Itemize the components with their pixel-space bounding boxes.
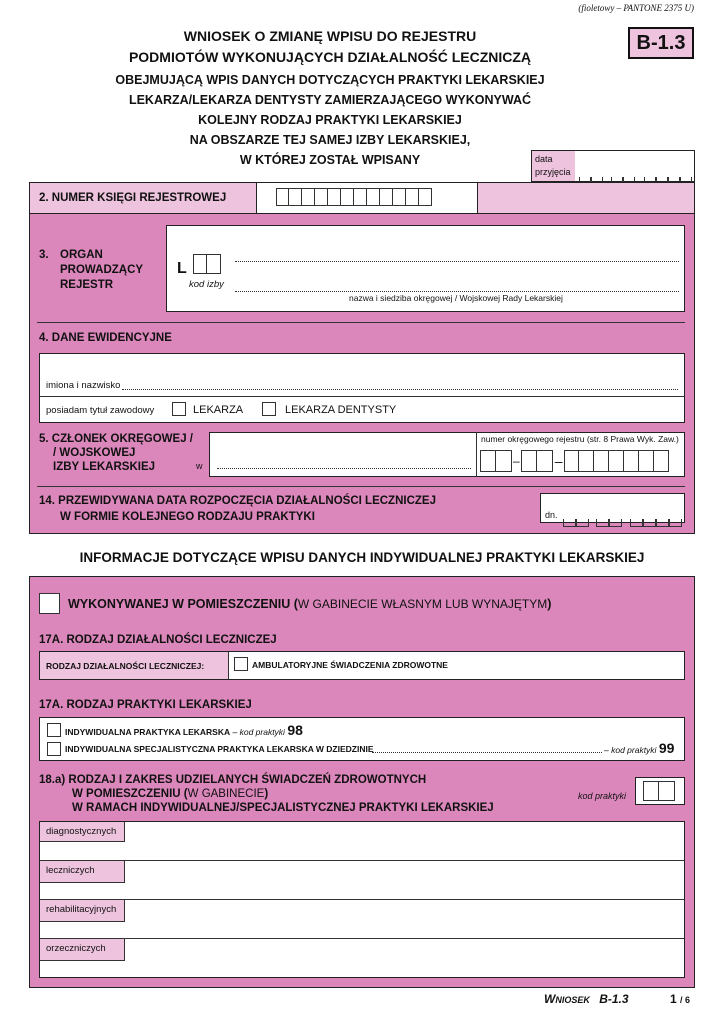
section-3-label-3: REJESTR	[60, 279, 114, 291]
separator-line	[37, 322, 685, 323]
dash-1: –	[513, 454, 520, 468]
title-line-7: W KTÓREJ ZOSTAŁ WPISANY	[239, 153, 421, 167]
premises-label-normal: W GABINECIE WŁASNYM LUB WYNAJĘTYM	[297, 597, 548, 611]
practice-code-label: kod praktyki	[578, 791, 627, 801]
ambulatory-option-label: AMBULATORYJNE ŚWIADCZENIA ZDROWOTNE	[252, 660, 448, 670]
divider	[40, 396, 684, 397]
services-row-4[interactable]	[40, 939, 684, 977]
form-code: B-1.3	[636, 31, 686, 54]
specialty-input[interactable]	[372, 745, 602, 753]
start-date-input[interactable]	[563, 509, 682, 527]
premises-label-bold: WYKONYWANEJ W POMIESZCZENIU (	[68, 597, 298, 611]
specialist-practice-code: 99	[658, 740, 675, 756]
section-18-line-2a: W POMIESZCZENIU (	[72, 788, 188, 800]
title-line-5: KOLEJNY RODZAJ PRAKTYKI LEKARSKIEJ	[198, 113, 462, 127]
section-2-label: 2. NUMER KSIĘGI REJESTROWEJ	[39, 192, 227, 204]
title-line-6: NA OBSZARZE TEJ SAMEJ IZBY LEKARSKIEJ,	[189, 133, 471, 147]
specialist-practice-code-label: – kod praktyki	[604, 745, 657, 755]
color-note: (fioletowy – PANTONE 2375 U)	[578, 3, 694, 13]
chamber-member-input[interactable]	[217, 461, 471, 469]
date-received-box	[531, 150, 695, 182]
register-number-area	[256, 182, 478, 214]
chamber-member-box	[209, 432, 685, 477]
name-input[interactable]	[122, 382, 678, 390]
section-14-label	[39, 493, 436, 525]
name-label: imiona i nazwisko	[46, 380, 121, 391]
dentist-checkbox[interactable]	[262, 402, 276, 416]
section-4-label: 4. DANE EWIDENCYJNE	[39, 332, 172, 344]
individual-practice-code-label: – kod praktyki	[232, 727, 285, 737]
practice-code-input[interactable]	[643, 781, 675, 801]
footer-niosek: NIOSEK	[555, 995, 590, 1005]
services-row-label: leczniczych	[46, 865, 95, 876]
footer-page-total: / 6	[680, 995, 691, 1005]
services-row-label: rehabilitacyjnych	[46, 904, 117, 915]
section-18-line-2c: )	[264, 788, 269, 800]
dn-label: dn.	[545, 510, 558, 520]
chamber-code-input[interactable]	[193, 254, 221, 274]
individual-practice-checkbox[interactable]	[47, 723, 61, 737]
date-label-2: przyjęcia	[535, 167, 571, 177]
registry-organ-box	[166, 225, 685, 312]
activity-type-label: RODZAJ DZIAŁALNOŚCI LECZNICZEJ:	[46, 661, 205, 671]
section-3-label-2: PROWADZĄCY	[60, 264, 144, 276]
info-heading: INFORMACJE DOTYCZĄCE WPISU DANYCH INDYWIDUALNEJ PRAKTYKI LEKARSKIEJ	[79, 550, 645, 565]
footer-page	[670, 992, 690, 1006]
section-3-num: 3.	[39, 249, 49, 261]
title-line-1: WNIOSEK O ZMIANĘ WPISU DO REJESTRU	[183, 28, 477, 44]
activity-type-box	[39, 651, 685, 680]
specialist-practice-text: INDYWIDUALNA SPECJALISTYCZNA PRAKTYKA LEKARSKA W DZIEDZINIE	[65, 744, 374, 754]
chamber-name-line-2[interactable]	[235, 284, 679, 292]
section-5-label	[39, 432, 193, 474]
practice-type-box	[39, 717, 685, 761]
services-row-1[interactable]	[40, 822, 684, 861]
in-label: w	[196, 461, 203, 471]
date-label-1: data	[535, 154, 553, 164]
services-row-3[interactable]	[40, 900, 684, 939]
separator-line-2	[37, 486, 685, 487]
title-line-3: OBEJMUJĄCĄ WPIS DANYCH DOTYCZĄCYCH PRAKTYKI LEKARSKIEJ	[115, 73, 545, 87]
title-line-2: PODMIOTÓW WYKONUJĄCYCH DZIAŁALNOŚĆ LECZNICZĄ	[128, 49, 532, 65]
reg-number-label: numer okręgowego rejestru (str. 8 Prawa Wyk. Zaw.)	[481, 434, 679, 444]
section-18-line-1: 18.a) RODZAJ I ZAKRES UDZIELANYCH ŚWIADCZEŃ ZDROWOTNYCH	[39, 774, 427, 786]
individual-practice-text: INDYWIDUALNA PRAKTYKA LEKARSKA	[65, 727, 231, 737]
section-3-label-1: ORGAN	[60, 249, 103, 261]
register-number-input[interactable]	[276, 188, 432, 206]
dash-2: –	[554, 453, 563, 469]
ambulatory-checkbox[interactable]	[234, 657, 248, 671]
footer-code: B-1.3	[599, 992, 629, 1006]
form-code-box	[628, 27, 694, 59]
reg-number-area	[476, 432, 686, 477]
section-5-line-1: 5. CZŁONEK OKRĘGOWEJ /	[39, 433, 193, 445]
individual-practice-code: 98	[287, 722, 303, 738]
premises-checkbox[interactable]	[39, 593, 60, 614]
services-table	[39, 821, 685, 978]
section-2-row	[29, 182, 695, 214]
section-18-line-2	[39, 787, 494, 801]
chamber-name-caption: nazwa i siedziba okręgowej / Wojskowej Rady Lekarskiej	[349, 293, 563, 303]
doctor-option-label: LEKARZA	[193, 404, 244, 416]
section-17b-heading: 17A. RODZAJ PRAKTYKI LEKARSKIEJ	[39, 699, 252, 711]
title-label: posiadam tytuł zawodowy	[46, 405, 155, 416]
dentist-option-label: LEKARZA DENTYSTY	[285, 404, 397, 416]
section-18-line-2b: W GABINECIE	[187, 788, 265, 800]
practice-code-box	[635, 777, 685, 805]
services-row-label: orzeczniczych	[46, 943, 106, 954]
title-line-4: LEKARZA/LEKARZA DENTYSTY ZAMIERZAJĄCEGO WYKONYWAĆ	[128, 93, 532, 107]
section-14-line-2: W FORMIE KOLEJNEGO RODZAJU PRAKTYKI	[60, 511, 315, 523]
specialist-practice-checkbox[interactable]	[47, 742, 61, 756]
services-row-2[interactable]	[40, 861, 684, 900]
activity-type-label-cell	[40, 652, 229, 679]
footer-page-number: 1	[670, 992, 677, 1006]
section-18-line-3: W RAMACH INDYWIDUALNEJ/SPECJALISTYCZNEJ PRAKTYKI LEKARSKIEJ	[72, 802, 494, 814]
chamber-code-label: kod izby	[189, 279, 224, 290]
footer-form-name	[544, 992, 629, 1006]
section-17a-heading: 17A. RODZAJ DZIAŁALNOŚCI LECZNICZEJ	[39, 634, 277, 646]
section-14-line-1: 14. PRZEWIDYWANA DATA ROZPOCZĘCIA DZIAŁALNOŚCI LECZNICZEJ	[39, 495, 436, 507]
start-date-box	[540, 493, 685, 523]
individual-practice-label	[65, 722, 303, 738]
l-prefix: L	[177, 260, 187, 277]
personal-data-box	[39, 353, 685, 423]
section-5-line-3: IZBY LEKARSKIEJ	[53, 461, 156, 473]
date-received-label	[532, 151, 575, 181]
doctor-checkbox[interactable]	[172, 402, 186, 416]
footer-w: W	[544, 992, 556, 1006]
services-row-label: diagnostycznych	[46, 826, 117, 837]
section-5-line-2: / WOJSKOWEJ	[53, 447, 136, 459]
premises-label-close: )	[547, 597, 552, 611]
section-18-label	[39, 773, 494, 815]
reg-number-input[interactable]	[480, 450, 669, 472]
section-3-label	[39, 248, 143, 293]
specialist-practice-code-wrap	[604, 740, 674, 756]
premises-label	[68, 597, 551, 611]
form-title	[40, 26, 620, 170]
chamber-name-line-1[interactable]	[235, 254, 679, 262]
